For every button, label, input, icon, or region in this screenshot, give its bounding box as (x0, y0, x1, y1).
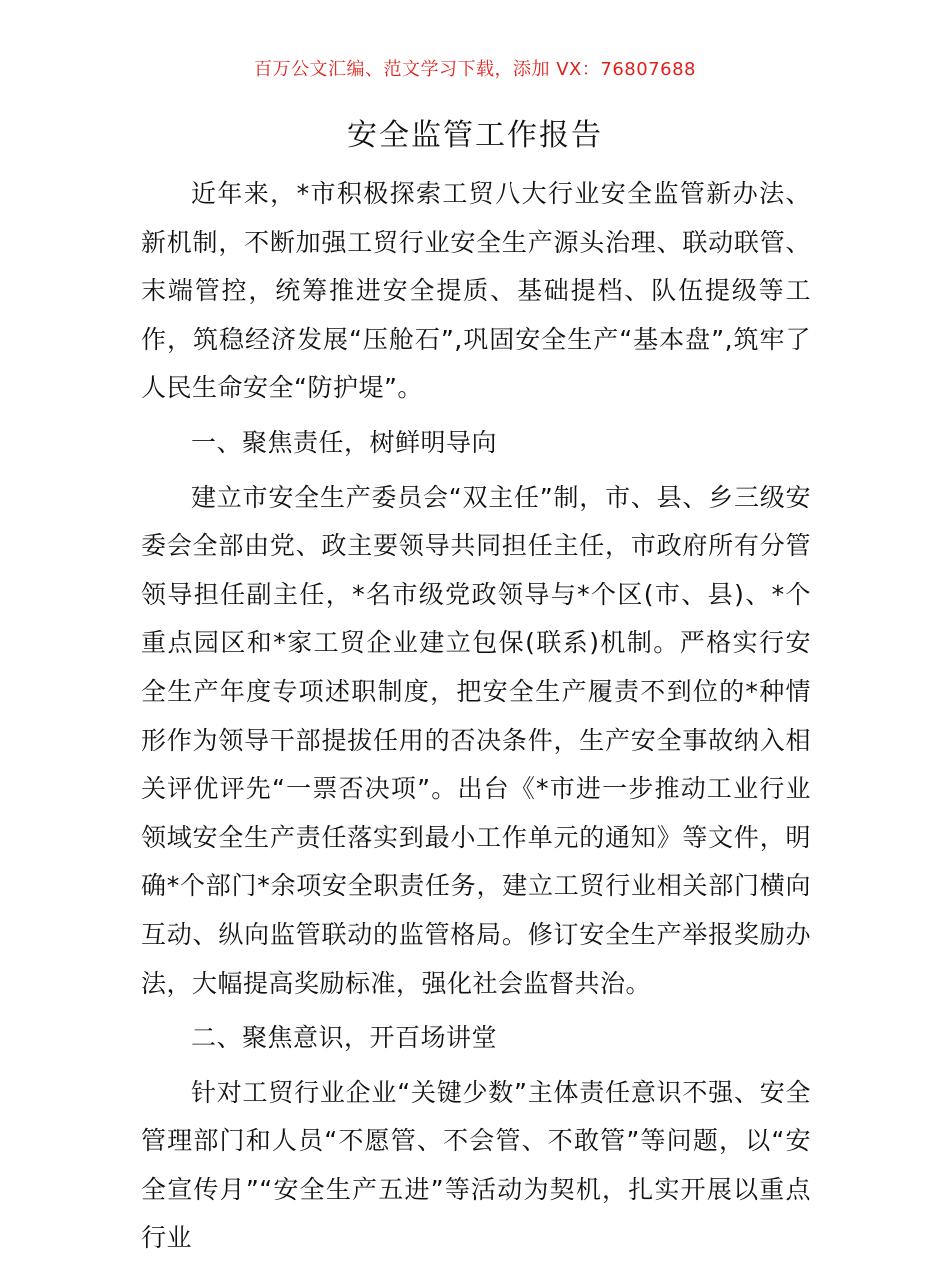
document-body (141, 170, 811, 1263)
paragraph-section-2: 针对工贸行业企业“关键少数”主体责任意识不强、安全管理部门和人员“不愿管、不会管、不敢管”等问题，以“安全宣传月”“安全生产五进”等活动为契机，扎实开展以重点行业 (141, 1077, 811, 1253)
watermark-banner: 百万公文汇编、范文学习下载，添加 VX：76807688 (254, 59, 696, 80)
paragraph-section-1: 建立市安全生产委员会“双主任”制，市、县、乡三级安委会全部由党、政主要领导共同担任主任，市政府所有分管领导担任副主任，*名市级党政领导与*个区(市、县)、*个重点园区和*家工贸企业建立包保(联系)机制。严格实行安全生产年度专项述职制度，把安全生产履责不到位的*种情形作为领导干部提拔任用的否决条件，生产安全事故纳入相关评优评先“一票否决项”。出台《*市进一步推动工业行业领域安全生产责任落实到最小工作单元的通知》等文件，明确*个部门*余项安全职责任务，建立工贸行业相关部门横向互动、纵向监管联动的监管格局。修订安全生产举报奖励办法，大幅提高奖励标准，强化社会监督共治。 (141, 482, 811, 998)
section-heading-1: 一、聚焦责任，树鲜明导向 (191, 427, 498, 457)
document-title: 安全监管工作报告 (347, 118, 603, 153)
paragraph-intro: 近年来，*市积极探索工贸八大行业安全监管新办法、新机制，不断加强工贸行业安全生产源头治理、联动联管、末端管控，统筹推进安全提质、基础提档、队伍提级等工作，筑稳经济发展“压舱石”,巩固安全生产“基本盘”,筑牢了人民生命安全“防护堤”。 (141, 179, 811, 403)
section-heading-2: 二、聚焦意识，开百场讲堂 (191, 1023, 498, 1053)
